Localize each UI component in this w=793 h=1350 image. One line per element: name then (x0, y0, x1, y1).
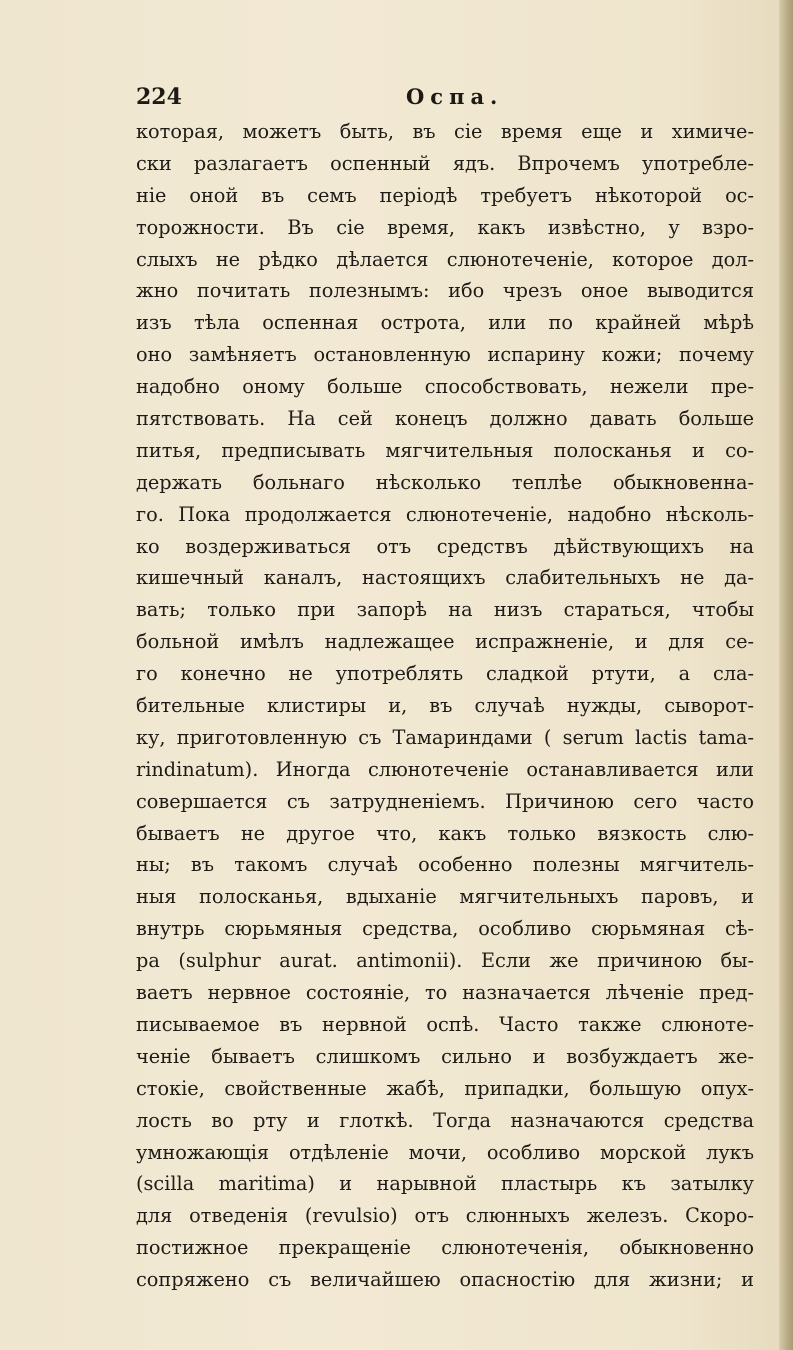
text-line: ски разлагаетъ оспенный ядъ. Впрочемъ употребле- (136, 151, 754, 175)
text-line: ніе оной въ семъ періодѣ требуетъ нѣкоторой ос- (136, 183, 754, 207)
text-line: слыхъ не рѣдко дѣлается слюнотеченіе, которое дол- (136, 247, 754, 271)
text-line: изъ тѣла оспенная острота, или по крайней мѣрѣ (136, 311, 754, 335)
text-line: вать; только при запорѣ на низъ стараться, чтобы (136, 598, 754, 622)
text-line: бываетъ не другое что, какъ только вязкость слю- (136, 821, 754, 845)
text-line: сопряжено съ величайшею опасностію для жизни; и (136, 1268, 754, 1292)
text-line: для отведенія (revulsio) отъ слюнныхъ железъ. Скоро- (136, 1204, 754, 1228)
text-line: rindinatum). Иногда слюнотеченіе останавливается или (136, 757, 754, 781)
text-line: жно почитать полезнымъ: ибо чрезъ оное выводится (136, 279, 754, 303)
text-line: которая, можетъ быть, въ сіе время еще и химиче- (136, 120, 754, 143)
text-line: внутрь сюрьмяныя средства, особливо сюрьмяная сѣ- (136, 917, 754, 941)
text-line: ныя полосканья, вдыханіе мягчительныхъ паровъ, и (136, 885, 754, 909)
text-line: го конечно не употреблять сладкой ртути, а сла- (136, 662, 754, 686)
text-line: постижное прекращеніе слюнотеченія, обыкновенно (136, 1236, 754, 1260)
text-line: умножающія отдѣленіе мочи, особливо морской лукъ (136, 1140, 754, 1164)
text-line: го. Пока продолжается слюнотеченіе, надобно нѣсколь- (136, 502, 754, 526)
page-edge (779, 0, 793, 1350)
text-line: оно замѣняетъ остановленную испарину кожи; почему (136, 343, 754, 367)
page-header (136, 84, 756, 116)
text-line: ку, приготовленную съ Тамариндами ( serum lactis tama- (136, 725, 754, 749)
text-line: бительные клистиры и, въ случаѣ нужды, сыворот- (136, 694, 754, 718)
text-line: пятствовать. На сей конецъ должно давать больше (136, 407, 754, 431)
text-line: кишечный каналъ, настоящихъ слабительныхъ не да- (136, 566, 754, 590)
text-line: лость во рту и глоткѣ. Тогда назначаются средства (136, 1108, 754, 1132)
text-line: ваетъ нервное состояніе, то назначается лѣченіе пред- (136, 981, 754, 1005)
text-line: держать больнаго нѣсколько теплѣе обыкновенна- (136, 470, 754, 494)
page-number: 224 (136, 84, 182, 110)
text-line: ра (sulphur aurat. antimonii). Если же причиною бы- (136, 949, 754, 973)
text-line: ченіе бываетъ слишкомъ сильно и возбуждаетъ же- (136, 1044, 754, 1068)
text-line: писываемое въ нервной оспѣ. Часто также слюноте- (136, 1012, 754, 1036)
text-line: совершается съ затрудненіемъ. Причиною сего часто (136, 789, 754, 813)
text-line: надобно оному больше способствовать, нежели пре- (136, 375, 754, 399)
text-line: питья, предписывать мягчительныя полосканья и со- (136, 438, 754, 462)
body-text (136, 116, 754, 1296)
text-line: (scilla maritima) и нарывной пластырь къ затылку (136, 1172, 754, 1196)
running-title: Оспа. (406, 84, 504, 109)
text-line: торожности. Въ сіе время, какъ извѣстно, у взро- (136, 215, 754, 239)
text-line: стокіе, свойственные жабѣ, припадки, большую опух- (136, 1076, 754, 1100)
text-line: больной имѣлъ надлежащее испражненіе, и для се- (136, 630, 754, 654)
text-line: ко воздерживаться отъ средствъ дѣйствующихъ на (136, 534, 754, 558)
text-line: ны; въ такомъ случаѣ особенно полезны мягчитель- (136, 853, 754, 877)
